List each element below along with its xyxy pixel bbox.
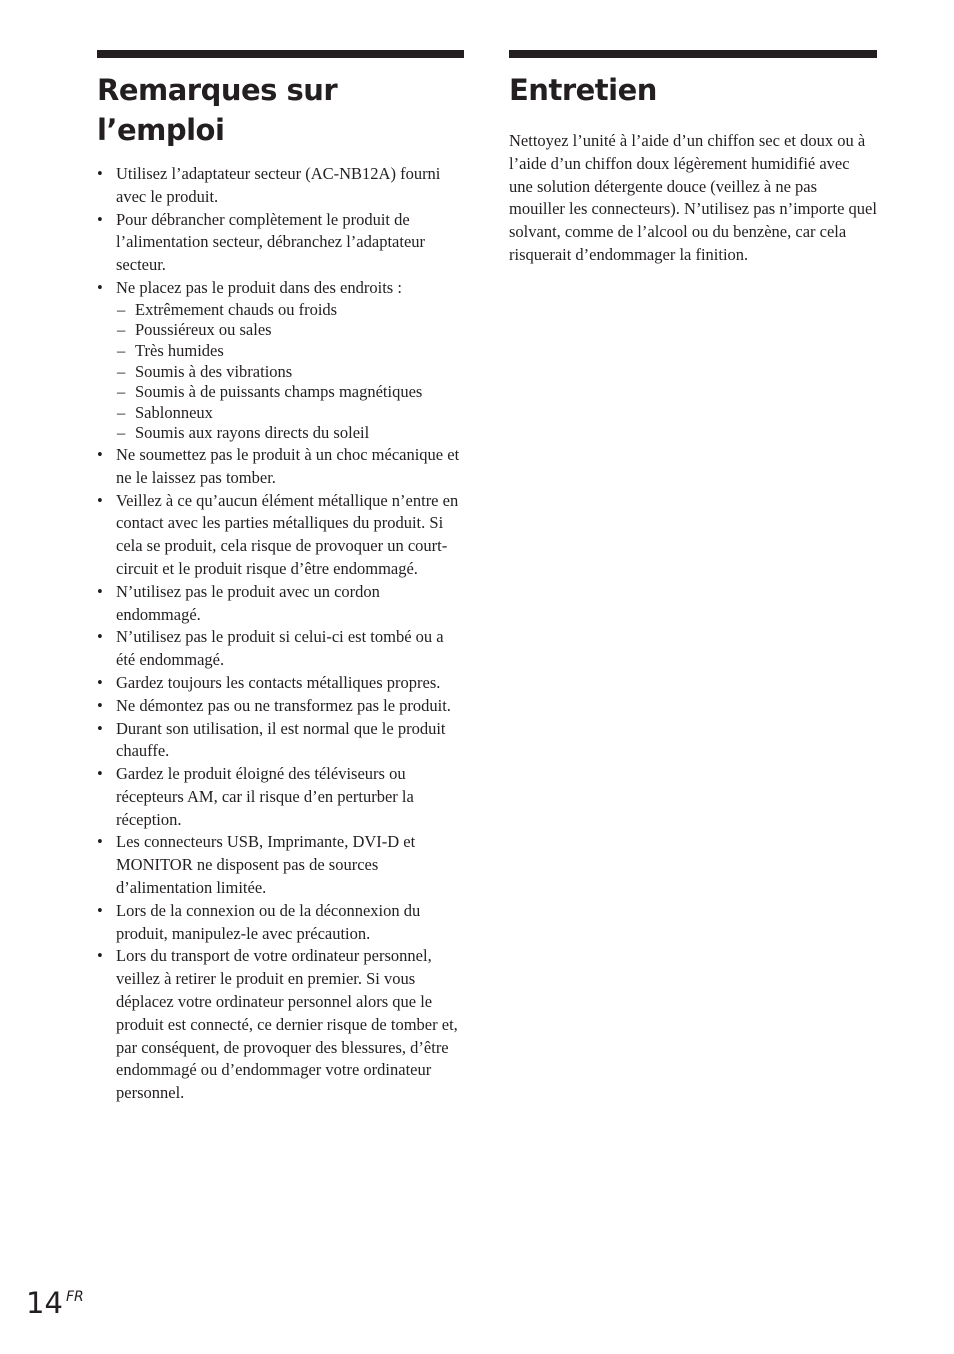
section-rule <box>509 50 877 58</box>
sublist-item: – Poussiéreux ou sales <box>116 320 464 341</box>
list-item: • N’utilisez pas le produit avec un cordon endommagé. <box>97 581 464 627</box>
list-item: • Durant son utilisation, il est normal que le produit chauffe. <box>97 718 464 764</box>
section-rule <box>97 50 464 58</box>
section-title: Entretien <box>509 73 657 107</box>
list-item: • Ne soumettez pas le produit à un choc mécanique et ne le laissez pas tomber. <box>97 444 464 490</box>
section-title: Remarques sur l’emploi <box>97 73 338 147</box>
list-item: • Lors du transport de votre ordinateur personnel, veillez à retirer le produit en premier. Si vous déplacez votre ordinateur personnel alors que le produit est connecté, ce dernier risque de tomber et, par conséquent, de provoquer des blessures, d’être endommagé ou d’endommager votre ordinateur personnel. <box>97 945 464 1105</box>
sublist-item: – Très humides <box>116 341 464 362</box>
list-item: • Les connecteurs USB, Imprimante, DVI-D et MONITOR ne disposent pas de sources d’alimentation limitée. <box>97 831 464 899</box>
list-item: • Veillez à ce qu’aucun élément métallique n’entre en contact avec les parties métalliques du produit. Si cela se produit, cela risque de provoquer un court-circuit et le produit risque d’être endommagé. <box>97 490 464 581</box>
list-item: • Ne placez pas le produit dans des endroits : – Extrêmement chauds ou froids – Poussiéreux ou sales – Très humides – Soumis à des vibrations – Soumis à de puissants champs magnétiques – Sablonneux – Soumis aux rayons directs du soleil <box>97 277 464 444</box>
section-entretien <box>509 50 877 267</box>
list-item: • Gardez toujours les contacts métalliques propres. <box>97 672 464 695</box>
section-remarques <box>97 50 464 1105</box>
maintenance-paragraph: Nettoyez l’unité à l’aide d’un chiffon sec et doux ou à l’aide d’un chiffon doux légèrement humidifié avec une solution détergente douce (veillez à ne pas mouiller les connecteurs). N’utilisez pas n’importe quel solvant, comme de l’alcool ou du benzène, car cela risquerait d’endommager la finition. <box>509 131 877 264</box>
list-item: • Gardez le produit éloigné des téléviseurs ou récepteurs AM, car il risque d’en perturber la réception. <box>97 763 464 831</box>
sublist-item: – Sablonneux <box>116 403 464 424</box>
remarks-list <box>97 163 464 1105</box>
list-item: • Ne démontez pas ou ne transformez pas le produit. <box>97 695 464 718</box>
page-language: FR <box>66 1289 84 1305</box>
sublist-item: – Soumis à de puissants champs magnétiques <box>116 382 464 403</box>
list-item: • Lors de la connexion ou de la déconnexion du produit, manipulez-le avec précaution. <box>97 900 464 946</box>
sublist-item: – Extrêmement chauds ou froids <box>116 300 464 321</box>
sublist-item: – Soumis à des vibrations <box>116 362 464 383</box>
page-number: 14 <box>26 1286 63 1320</box>
list-item: • Utilisez l’adaptateur secteur (AC-NB12A) fourni avec le produit. <box>97 163 464 209</box>
list-item: • Pour débrancher complètement le produit de l’alimentation secteur, débranchez l’adaptateur secteur. <box>97 209 464 277</box>
sublist-item: – Soumis aux rayons directs du soleil <box>116 423 464 444</box>
locations-sublist <box>116 300 464 444</box>
list-item: • N’utilisez pas le produit si celui-ci est tombé ou a été endommagé. <box>97 626 464 672</box>
